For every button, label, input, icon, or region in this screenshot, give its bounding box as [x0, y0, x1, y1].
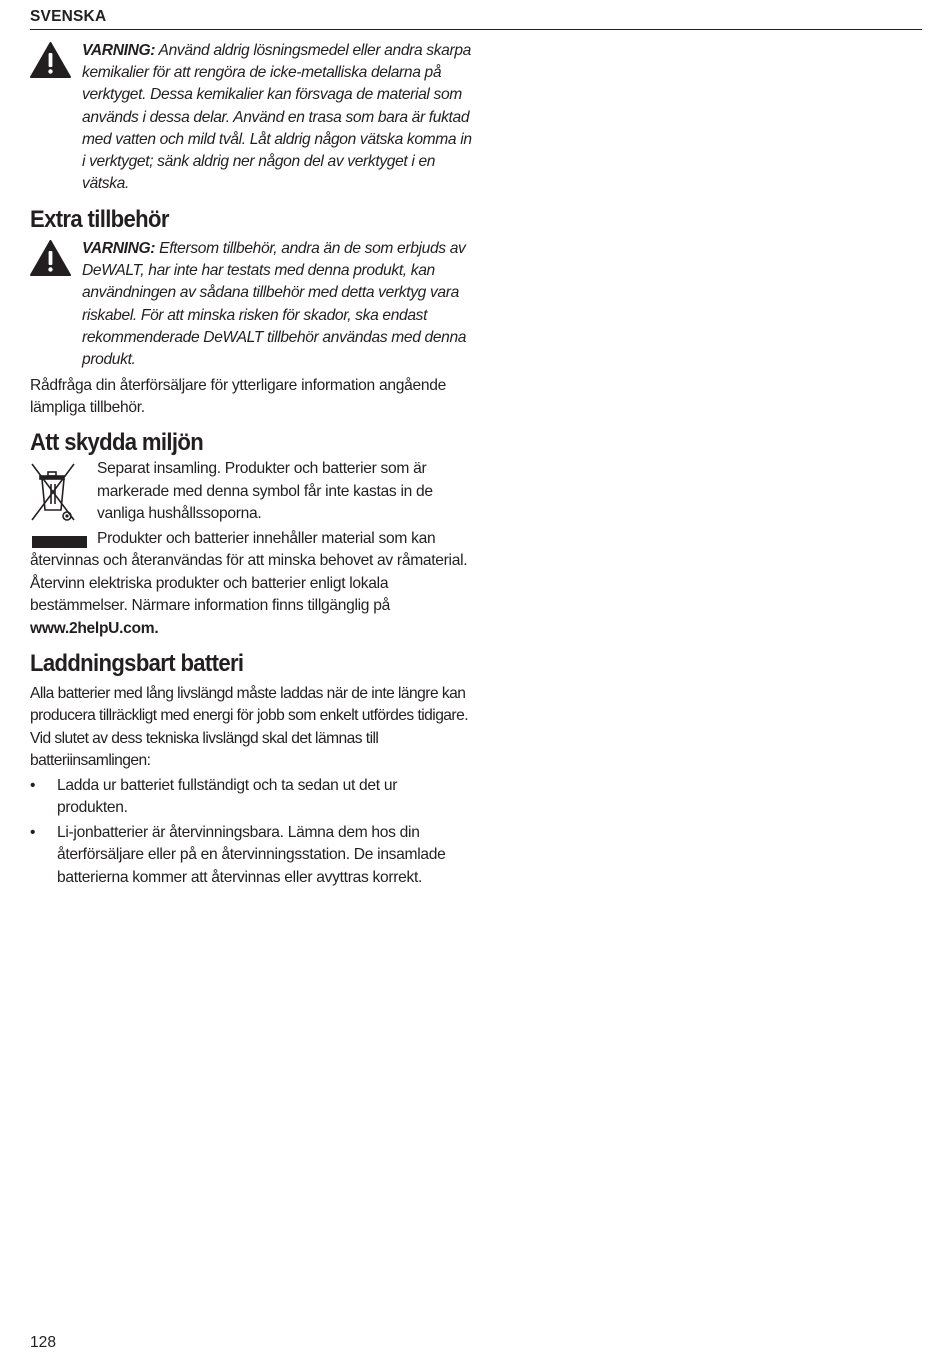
bullet-marker: •: [30, 824, 36, 841]
page-header: [30, 8, 922, 30]
warning-accessories: [82, 238, 472, 371]
weee-description: Separat insamling. Produkter och batterier som är markerade med denna symbol får inte kastas in de vanliga hushållssoporna.: [97, 460, 433, 523]
warning-label: VARNING:: [82, 240, 156, 257]
bullet-text: Li-jonbatterier är återvinningsbara. Lämna dem hos din återförsäljare eller på en återvinningsstation. De insamlade batterierna kommer att återvinnas eller avyttras korrekt.: [57, 824, 446, 886]
language-label: SVENSKA: [30, 8, 107, 25]
warning-label: VARNING:: [82, 42, 156, 59]
list-item: [30, 822, 470, 892]
recycling-text: kan återvinnas och återanvändas för att minska behovet av råmaterial. Återvinn elektriska produkter och batterier enligt lokala bestämmelser. Närmare information finns tillgänglig på: [30, 530, 468, 615]
warning-triangle-icon: [30, 240, 71, 276]
warning-cleaning: [82, 40, 472, 195]
recycling-paragraph: [30, 528, 470, 640]
accessories-note: Rådfråga din återförsäljare för ytterligare information angående lämpliga tillbehör.: [30, 377, 446, 417]
warning-text: Eftersom tillbehör, andra än de som erbjuds av DeWALT, har inte har testats med denna produkt, kan användningen av sådana tillbehör med detta verktyg vara riskabel. För att minska risken för skador, ska endast rekommenderade DeWALT tillbehör användas med denna produkt.: [82, 240, 467, 369]
battery-intro: Alla batterier med lång livslängd måste laddas när de inte längre kan producera tillräckligt med energi för jobb som enkelt utfördes tidigare. Vid slutet av dess tekniska livslängd skal det lämnas till batteriinsamlingen:: [30, 685, 468, 770]
page-number: 128: [30, 1334, 57, 1351]
heading-environment: Att skydda miljön: [30, 429, 204, 456]
helpu-link[interactable]: www.2helpU.com.: [30, 619, 159, 637]
heading-accessories: Extra tillbehör: [30, 206, 169, 233]
recycling-first-line: Produkter och batterier innehåller material som: [97, 530, 408, 547]
warning-text: Använd aldrig lösningsmedel eller andra skarpa kemikalier för att rengöra de icke-metalliska delarna på verktyget. Dessa kemikalier kan försvaga de material som används i dessa delar. Använd en trasa som bara är fuktad med vatten och mild tvål. Låt aldrig någon vätska komma in i verktyget; sänk aldrig ner någon del av verktyget i en vätska.: [82, 42, 472, 193]
warning-triangle-icon: [30, 42, 71, 78]
heading-battery: Laddningsbart batteri: [30, 650, 244, 677]
bullet-text: Ladda ur batteriet fullständigt och ta sedan ut det ur produkten.: [57, 777, 398, 817]
list-item: [30, 775, 470, 821]
bullet-marker: •: [30, 777, 36, 794]
crossed-out-bin-icon: [30, 462, 76, 522]
